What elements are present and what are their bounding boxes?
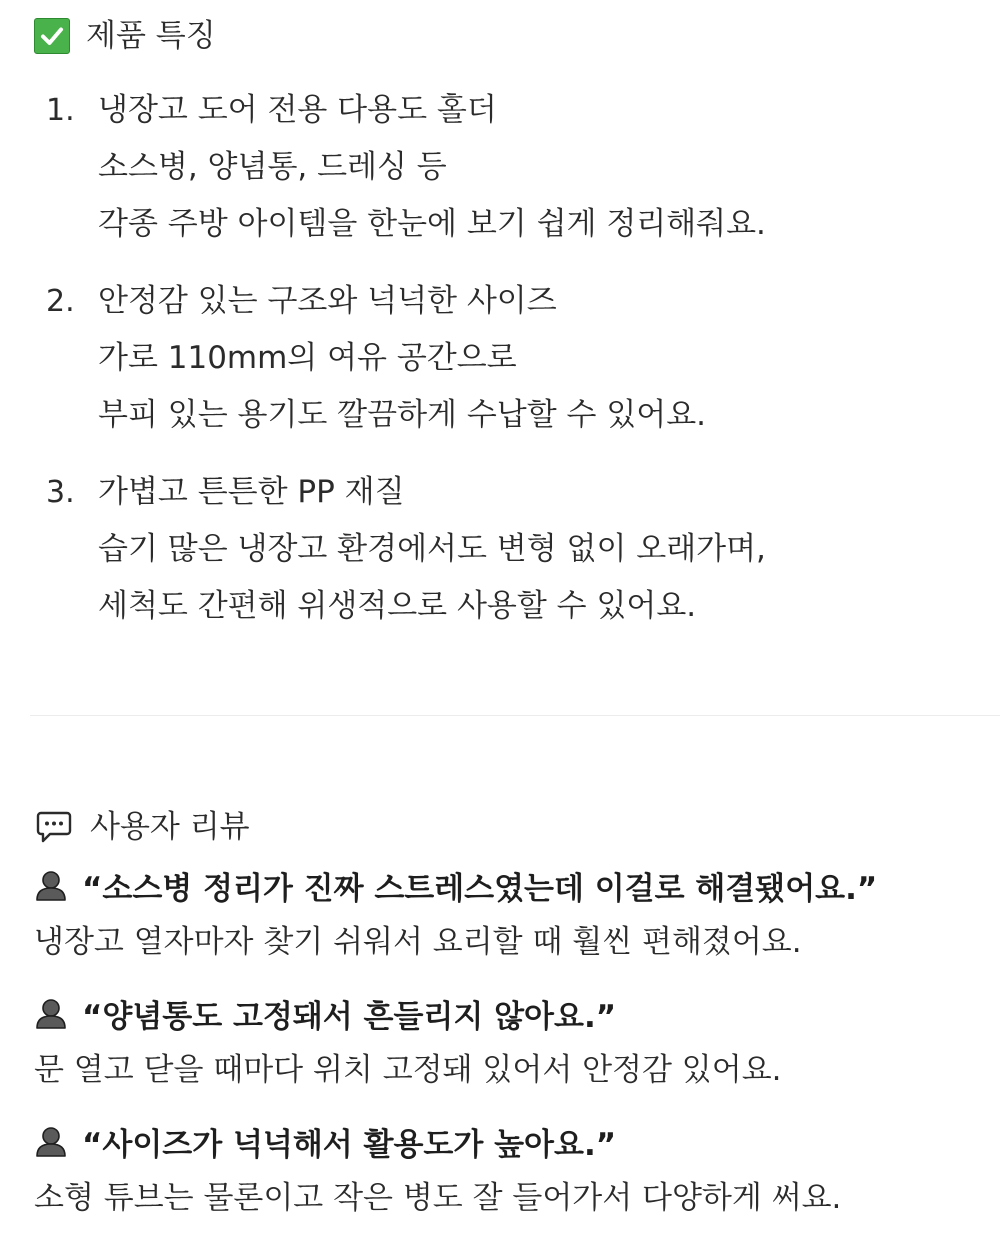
feature-description-line: 각종 주방 아이템을 한눈에 보기 쉽게 정리해줘요. xyxy=(98,206,766,242)
feature-description-line: 세척도 간편해 위생적으로 사용할 수 있어요. xyxy=(98,588,697,624)
check-box-icon xyxy=(34,18,70,54)
review-text: 소형 튜브는 물론이고 작은 병도 잘 들어가서 다양하게 써요. xyxy=(34,1180,842,1216)
features-header xyxy=(34,14,216,58)
review-quote: “소스병 정리가 진짜 스트레스였는데 이걸로 해결됐어요.” xyxy=(82,870,878,907)
review-quote-row xyxy=(0,1111,1000,1171)
feature-number: 2. xyxy=(46,284,75,319)
feature-item xyxy=(0,273,1000,444)
feature-heading: 가볍고 튼튼한 PP 재질 xyxy=(98,474,405,510)
feature-description-line: 소스병, 양념통, 드레싱 등 xyxy=(98,149,447,185)
features-title: 제품 특징 xyxy=(86,18,216,54)
feature-heading: 안정감 있는 구조와 넉넉한 사이즈 xyxy=(98,283,557,319)
feature-list xyxy=(0,82,1000,655)
review-text: 문 열고 닫을 때마다 위치 고정돼 있어서 안정감 있어요. xyxy=(34,1052,782,1088)
review-quote: “사이즈가 넉넉해서 활용도가 높아요.” xyxy=(82,1126,617,1163)
person-icon xyxy=(34,996,68,1030)
person-icon xyxy=(34,868,68,902)
review-item xyxy=(0,855,1000,969)
feature-item xyxy=(0,82,1000,253)
feature-item xyxy=(0,464,1000,635)
feature-description-line: 가로 110mm의 여유 공간으로 xyxy=(98,340,517,376)
feature-description-line: 부피 있는 용기도 깔끔하게 수납할 수 있어요. xyxy=(98,397,707,433)
feature-heading: 냉장고 도어 전용 다용도 홀더 xyxy=(98,92,497,128)
review-item xyxy=(0,983,1000,1097)
section-divider xyxy=(30,715,1000,716)
person-icon xyxy=(34,1124,68,1158)
reviews-list xyxy=(0,855,1000,1239)
review-text: 냉장고 열자마자 찾기 쉬워서 요리할 때 훨씬 편해졌어요. xyxy=(34,924,802,960)
review-item xyxy=(0,1111,1000,1225)
review-quote-row xyxy=(0,983,1000,1043)
reviews-title: 사용자 리뷰 xyxy=(90,809,250,845)
feature-description-line: 습기 많은 냉장고 환경에서도 변형 없이 오래가며, xyxy=(98,531,766,567)
speech-bubble-icon xyxy=(34,807,74,847)
feature-number: 3. xyxy=(46,475,75,510)
review-quote-row xyxy=(0,855,1000,915)
reviews-header xyxy=(34,804,250,850)
feature-number: 1. xyxy=(46,93,75,128)
review-quote: “양념통도 고정돼서 흔들리지 않아요.” xyxy=(82,998,617,1035)
